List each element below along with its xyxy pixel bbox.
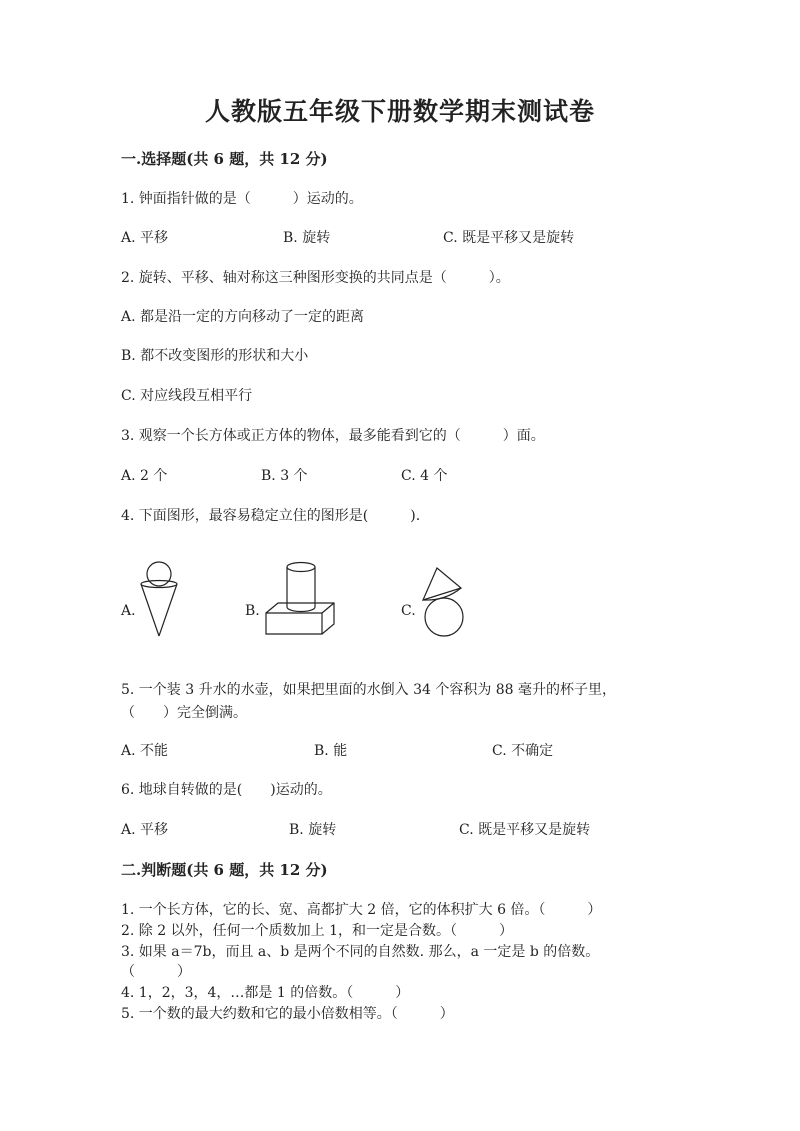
- judgment-item-5: 5. 一个数的最大约数和它的最小倍数相等。（ ）: [121, 1006, 454, 1022]
- q1-option-c[interactable]: C. 既是平移又是旋转: [443, 230, 575, 246]
- judgment-item-3-blank: （ ）: [121, 964, 191, 980]
- cylinder-on-box-figure: [264, 561, 336, 637]
- q2-option-a[interactable]: A. 都是沿一定的方向移动了一定的距离: [121, 309, 365, 325]
- q1-option-a[interactable]: A. 平移: [121, 230, 169, 246]
- q6-option-b[interactable]: B. 旋转: [289, 822, 337, 838]
- question-3: 3. 观察一个长方体或正方体的物体，最多能看到它的（ ）面。: [121, 428, 545, 444]
- question-5-continuation: （ ）完全倒满。: [121, 705, 247, 721]
- q2-option-b[interactable]: B. 都不改变图形的形状和大小: [121, 348, 309, 364]
- q3-option-b[interactable]: B. 3 个: [261, 468, 308, 484]
- q4-option-c[interactable]: C.: [401, 603, 416, 619]
- q5-option-a[interactable]: A. 不能: [121, 743, 169, 759]
- judgment-item-2: 2. 除 2 以外，任何一个质数加上 1，和一定是合数。（ ）: [121, 923, 513, 939]
- q4-option-b[interactable]: B.: [245, 603, 260, 619]
- question-1: 1. 钟面指针做的是（ ）运动的。: [121, 191, 363, 207]
- question-6: 6. 地球自转做的是( )运动的。: [121, 782, 332, 798]
- page-title: 人教版五年级下册数学期末测试卷: [204, 97, 595, 126]
- q3-option-a[interactable]: A. 2 个: [121, 468, 168, 484]
- q5-option-c[interactable]: C. 不确定: [492, 743, 554, 759]
- q1-option-b[interactable]: B. 旋转: [283, 230, 331, 246]
- question-4: 4. 下面图形，最容易稳定立住的图形是( ).: [121, 508, 421, 524]
- q4-option-a[interactable]: A.: [121, 603, 136, 619]
- cone-on-sphere-figure: [419, 566, 469, 638]
- judgment-item-4: 4. 1，2，3，4，…都是 1 的倍数。（ ）: [121, 985, 410, 1001]
- q6-option-c[interactable]: C. 既是平移又是旋转: [459, 822, 591, 838]
- q6-option-a[interactable]: A. 平移: [121, 822, 169, 838]
- judgment-item-1: 1. 一个长方体，它的长、宽、高都扩大 2 倍，它的体积扩大 6 倍。（ ）: [121, 902, 602, 918]
- q2-option-c[interactable]: C. 对应线段互相平行: [121, 388, 253, 404]
- question-2: 2. 旋转、平移、轴对称这三种图形变换的共同点是（ ）。: [121, 270, 510, 286]
- question-5: 5. 一个装 3 升水的水壶，如果把里面的水倒入 34 个容积为 88 毫升的杯子里，: [121, 682, 617, 698]
- section-heading-choice: 一.选择题(共 6 题，共 12 分): [121, 150, 328, 168]
- q5-option-b[interactable]: B. 能: [314, 743, 348, 759]
- section-heading-judgment: 二.判断题(共 6 题，共 12 分): [121, 861, 328, 879]
- q3-option-c[interactable]: C. 4 个: [401, 468, 448, 484]
- judgment-item-3: 3. 如果 a＝7b，而且 a、b 是两个不同的自然数. 那么，a 一定是 b 的倍数。: [121, 944, 600, 960]
- sphere-on-cone-figure: [136, 560, 182, 640]
